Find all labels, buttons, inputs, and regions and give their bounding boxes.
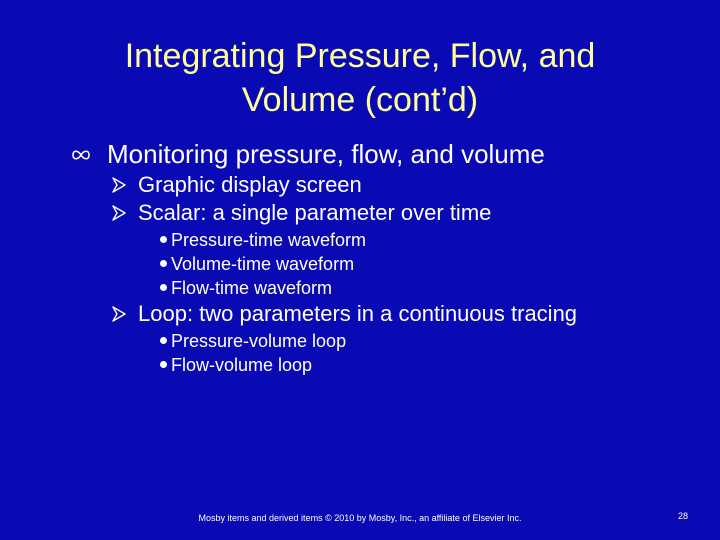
dot-icon xyxy=(160,236,167,243)
dot-icon xyxy=(160,260,167,267)
sub-bullet-text: Loop: two parameters in a continuous tracing xyxy=(138,301,578,326)
dot-icon xyxy=(160,284,167,291)
infinity-icon xyxy=(70,148,92,162)
dot-icon xyxy=(160,337,167,344)
arrowhead-icon xyxy=(111,177,127,193)
copyright-footer: Mosby items and derived items © 2010 by Mosby, Inc., an affiliate of Elsevier Inc. xyxy=(198,513,522,523)
dot-icon xyxy=(160,361,167,368)
arrowhead-icon xyxy=(111,205,127,221)
main-bullet-text: Monitoring pressure, flow, and volume xyxy=(107,139,545,169)
list-item-text: Flow-time waveform xyxy=(171,278,333,298)
list-item-text: Flow-volume loop xyxy=(171,355,313,375)
title-line-2: Volume (cont’d) xyxy=(241,81,479,119)
list-item-text: Pressure-volume loop xyxy=(171,331,347,351)
arrowhead-icon xyxy=(111,306,127,322)
slide-title xyxy=(60,34,660,122)
list-item-text: Pressure-time waveform xyxy=(171,230,367,250)
sub-bullet-text: Graphic display screen xyxy=(138,172,362,197)
title-line-1: Integrating Pressure, Flow, and xyxy=(124,37,596,75)
page-number: 28 xyxy=(677,511,688,521)
sub-bullet-text: Scalar: a single parameter over time xyxy=(138,200,492,225)
list-item-text: Volume-time waveform xyxy=(171,254,355,274)
